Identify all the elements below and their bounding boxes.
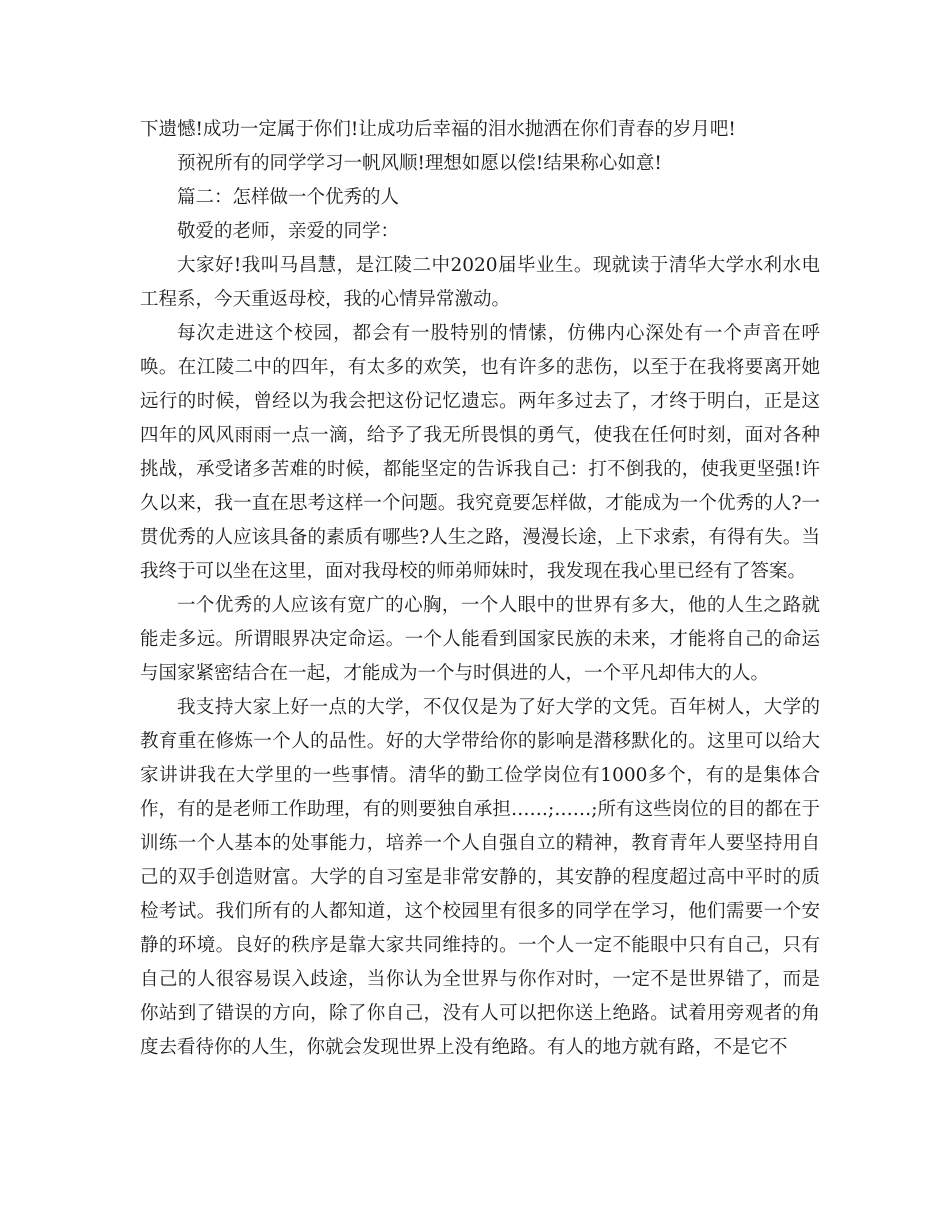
paragraph-6: 每次走进这个校园，都会有一股特别的情愫，仿佛内心深处有一个声音在呼唤。在江陵二中的四年，有太多的欢笑，也有许多的悲伤，以至于在我将要离开她远行的时候，曾经以为我会把这份记忆遗忘。两年多过去了，才终于明白，正是这四年的风风雨雨一点一滴，给予了我无所畏惧的勇气，使我在任何时刻，面对各种挑战，承受诸多苦难的时候，都能坚定的告诉我自己：打不倒我的，使我更坚强!许久以来，我一直在思考这样一个问题。我究竟要怎样做，才能成为一个优秀的人?一贯优秀的人应该具备的素质有哪些?人生之路，漫漫长途，上下求索，有得有失。当我终于可以坐在这里，面对我母校的师弟师妹时，我发现在我心里已经有了答案。 (140, 323, 820, 582)
document-body (140, 113, 820, 1065)
paragraph-5: 大家好!我叫马昌慧，是江陵二中2020届毕业生。现就读于清华大学水利水电工程系，今天重返母校，我的心情异常激动。 (140, 255, 820, 310)
paragraph-2: 预祝所有的同学学习一帆风顺!理想如愿以偿!结果称心如意! (177, 153, 662, 174)
paragraph-8: 我支持大家上好一点的大学，不仅仅是为了好大学的文凭。百年树人，大学的教育重在修炼一个人的品性。好的大学带给你的影响是潜移默化的。这里可以给大家讲讲我在大学里的一些事情。清华的勤工俭学岗位有1000多个，有的是集体合作，有的是老师工作助理，有的则要独自承担……;……;所有这些岗位的目的都在于训练一个人基本的处事能力，培养一个人自强自立的精神，教育青年人要坚持用自己的双手创造财富。大学的自习室是非常安静的，其安静的程度超过高中平时的质检考试。我们所有的人都知道，这个校园里有很多的同学在学习，他们需要一个安静的环境。良好的秩序是靠大家共同维持的。一个人一定不能眼中只有自己，只有自己的人很容易误入歧途，当你认为全世界与你作对时，一定不是世界错了，而是你站到了错误的方向，除了你自己，没有人可以把你送上绝路。试着用旁观者的角度去看待你的人生，你就会发现世界上没有绝路。有人的地方就有路，不是它不 (140, 697, 820, 1058)
paragraph-1: 下遗憾!成功一定属于你们!让成功后幸福的泪水抛洒在你们青春的岁月吧! (140, 119, 736, 140)
paragraph-7: 一个优秀的人应该有宽广的心胸，一个人眼中的世界有多大，他的人生之路就能走多远。所谓眼界决定命运。一个人能看到国家民族的未来，才能将自己的命运与国家紧密结合在一起，才能成为一个与时俱进的人，一个平凡却伟大的人。 (140, 595, 820, 684)
salutation: 敬爱的老师，亲爱的同学： (177, 221, 400, 242)
section-heading: 篇二：怎样做一个优秀的人 (177, 187, 400, 208)
